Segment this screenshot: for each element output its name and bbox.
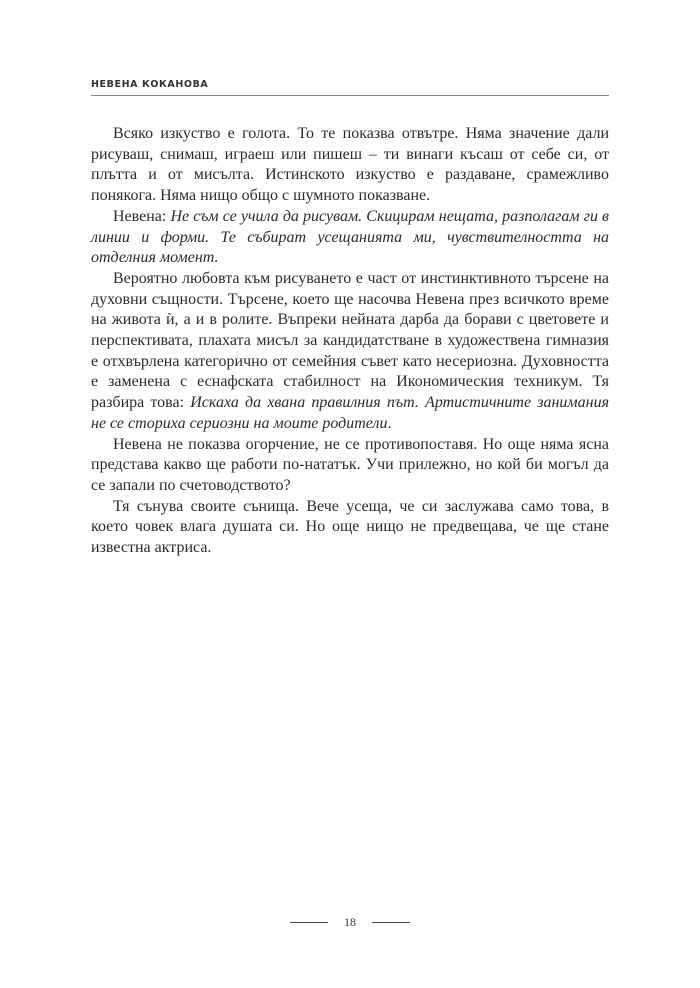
quotation-italic: Не съм се учила да рисувам. Скицирам нещата, разполагам ги в линии и форми. Те събират усещанията ми, чувствителността на отделния момент. [91,207,610,267]
paragraph-text: Вероятно любовта към рисуването е част от инстинктивното търсене на духовни същности. Търсене, което ще насочва Невена през всичкото време на живота ѝ, а и в ролите. Въпреки нейната дарба да борави с цветовете и перспективата, плахата мисъл за кандидатстване в художествена гимназия е отхвърлена категорично от семейния съвет като несериозна. Духовността е заменена с еснафската стабилност на Икономическия техникум. Тя разбира това: [91,269,609,412]
body-text [91,124,609,559]
paragraph-text: Всяко изкуство е голота. То те показва отвътре. Няма значение дали рисуваш, снимаш, играеш или пишеш – ти винаги късаш от себе си, от плътта и от мисълта. Истинското изкуство е раздаване, срамежливо понякога. Няма нищо общо с шумното показване. [91,125,609,205]
footer-rule-left [290,922,328,923]
paragraph [91,207,609,269]
quotation-italic: Искаха да хвана правилния път. Артистичните занимания не се сториха сериозни на моите родители [91,394,609,432]
paragraph [91,435,609,497]
paragraph [91,124,609,207]
page-footer [0,912,700,932]
running-head-title: НЕВЕНА КОКАНОВА [91,79,209,90]
footer-rule-right [372,922,410,923]
page-header [91,78,609,96]
paragraph [91,269,609,435]
paragraph [91,497,609,559]
speaker-label: Невена: [113,207,171,225]
paragraph-text: Невена не показва огорчение, не се противопоставя. Но още няма ясна представа какво ще работи по-нататък. Учи прилежно, но кой би могъл да се запали по счетоводството? [91,435,609,494]
header-rule [91,95,609,96]
paragraph-text: Тя сънува своите сънища. Вече усеща, че си заслужава само това, в което човек влага душата си. Но още нищо не предвещава, че ще стане известна актриса. [91,497,609,557]
paragraph-text: . [387,414,392,432]
page-number: 18 [344,914,356,929]
